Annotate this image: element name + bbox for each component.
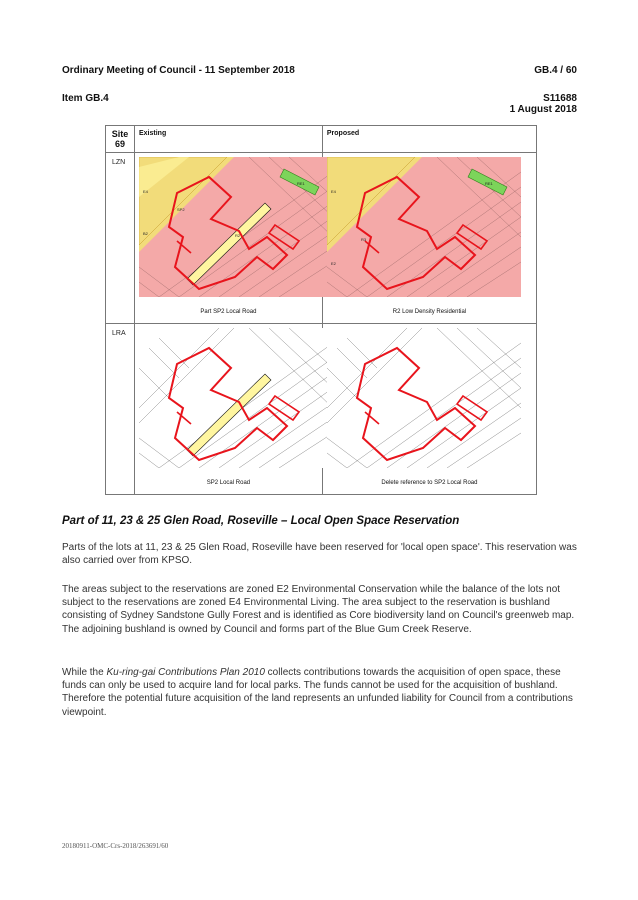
document-footer: 20180911-OMC-Crs-2018/263691/60 bbox=[62, 842, 169, 850]
page-number: GB.4 / 60 bbox=[534, 65, 577, 76]
map-label-sp2: SP2 bbox=[177, 207, 185, 212]
paragraph-3 bbox=[62, 666, 580, 719]
lzn-existing-cell bbox=[135, 153, 323, 324]
paragraph-1: Parts of the lots at 11, 23 & 25 Glen Road, Roseville have been reserved for 'local open space'. This reservation was also carried over from KPSO. bbox=[62, 542, 577, 567]
report-date: 1 August 2018 bbox=[509, 104, 577, 115]
map-label-e4: E4 bbox=[143, 189, 148, 194]
site-label: Site bbox=[111, 129, 129, 139]
map-label-re1: RE1 bbox=[484, 181, 493, 186]
lra-existing-map bbox=[139, 328, 333, 468]
map-label-b2: B2 bbox=[143, 231, 148, 236]
site-header bbox=[106, 126, 135, 153]
proposed-column-header: Proposed bbox=[322, 126, 536, 153]
row-label-lra: LRA bbox=[106, 324, 135, 495]
map-label-e2: E2 bbox=[330, 261, 336, 266]
lra-proposed-map bbox=[327, 328, 521, 468]
paragraph-3-lead: While the bbox=[62, 667, 107, 678]
lzn-proposed-map bbox=[327, 157, 521, 297]
row-label-lzn: LZN bbox=[106, 153, 135, 324]
existing-column-header: Existing bbox=[135, 126, 323, 153]
lra-existing-cell bbox=[135, 324, 323, 495]
contributions-plan-title: Ku-ring-gai Contributions Plan 2010 bbox=[106, 667, 265, 678]
lzn-proposed-caption: R2 Low Density Residential bbox=[392, 309, 467, 315]
meeting-title: Ordinary Meeting of Council - 11 September 2018 bbox=[62, 65, 295, 76]
lra-existing-caption: SP2 Local Road bbox=[206, 480, 251, 486]
paragraph-3-body: collects contributions towards the acquisition of open space, these funds can only be used to acquire land for local parks. The funds cannot be used for the acquisition of bushland. Therefore the potential future acquisition of the land represents an unfunded liability for Council from a contributions viewpoint. bbox=[62, 667, 573, 718]
map-label-r2: R2 bbox=[235, 233, 241, 238]
item-number: Item GB.4 bbox=[62, 93, 109, 104]
zoning-maps-table bbox=[105, 125, 537, 495]
map-label-r3: R3 bbox=[360, 237, 366, 242]
reference-number: S11688 bbox=[543, 93, 577, 104]
lzn-existing-caption: Part SP2 Local Road bbox=[200, 309, 257, 315]
lzn-proposed-cell bbox=[322, 153, 536, 324]
lra-proposed-cell bbox=[322, 324, 536, 495]
map-label-e4: E4 bbox=[330, 189, 336, 194]
lzn-existing-map bbox=[139, 157, 333, 297]
section-title: Part of 11, 23 & 25 Glen Road, Roseville – Local Open Space Reservation bbox=[62, 515, 460, 527]
lra-proposed-caption: Delete reference to SP2 Local Road bbox=[381, 480, 478, 486]
map-label-re1: RE1 bbox=[297, 181, 305, 186]
site-number: 69 bbox=[114, 139, 125, 149]
paragraph-2: The areas subject to the reservations are zoned E2 Environmental Conservation while the balance of the lots not subject to the reservations are zoned E4 Environmental Living. The area subject to the reservation is bushland consisting of Sydney Sandstone Gully Forest and is identified as Core biodiversity land on Council's greenweb map. The adjoining bushland is owned by Council and forms part of the Blue Gum Creek Reserve. bbox=[62, 584, 575, 635]
